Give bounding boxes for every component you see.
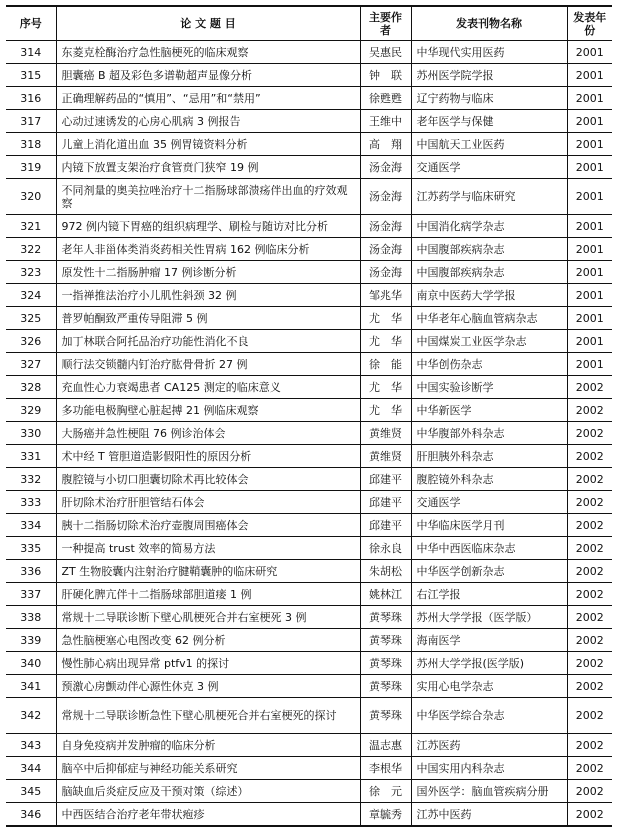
table-row xyxy=(6,353,612,376)
row-number: 322 xyxy=(6,238,56,261)
row-number: 326 xyxy=(6,330,56,353)
paper-author: 温志惠 xyxy=(360,734,411,757)
paper-year: 2002 xyxy=(567,734,612,757)
paper-journal: 中华现代实用医药 xyxy=(411,41,567,64)
row-number: 346 xyxy=(6,803,56,827)
paper-author: 黄琴珠 xyxy=(360,698,411,734)
paper-year: 2001 xyxy=(567,87,612,110)
row-number: 331 xyxy=(6,445,56,468)
table-body xyxy=(6,41,612,827)
publications-table xyxy=(6,5,612,827)
header-author: 主要作者 xyxy=(360,6,411,41)
paper-year: 2002 xyxy=(567,698,612,734)
table-row xyxy=(6,606,612,629)
paper-author: 邱建平 xyxy=(360,514,411,537)
paper-year: 2002 xyxy=(567,803,612,827)
paper-author: 汤金海 xyxy=(360,179,411,215)
paper-year: 2001 xyxy=(567,307,612,330)
paper-year: 2002 xyxy=(567,780,612,803)
table-row xyxy=(6,537,612,560)
row-number: 336 xyxy=(6,560,56,583)
paper-author: 邱建平 xyxy=(360,491,411,514)
paper-year: 2001 xyxy=(567,110,612,133)
row-number: 314 xyxy=(6,41,56,64)
paper-author: 姚林江 xyxy=(360,583,411,606)
paper-title: 内镜下放置支架治疗食管贲门狭窄 19 例 xyxy=(56,156,360,179)
table-row xyxy=(6,757,612,780)
row-number: 337 xyxy=(6,583,56,606)
paper-journal: 江苏医药 xyxy=(411,734,567,757)
paper-title: 常规十二导联诊断急性下壁心肌梗死合并右室梗死的探讨 xyxy=(56,698,360,734)
paper-year: 2002 xyxy=(567,399,612,422)
table-row xyxy=(6,41,612,64)
row-number: 319 xyxy=(6,156,56,179)
table-row xyxy=(6,422,612,445)
paper-journal: 苏州大学学报(医学版) xyxy=(411,652,567,675)
paper-journal: 中国腹部疾病杂志 xyxy=(411,261,567,284)
paper-journal: 老年医学与保健 xyxy=(411,110,567,133)
row-number: 327 xyxy=(6,353,56,376)
header-title: 论 文 题 目 xyxy=(56,6,360,41)
paper-journal: 中华医学创新杂志 xyxy=(411,560,567,583)
table-header-row xyxy=(6,6,612,41)
table-row xyxy=(6,261,612,284)
table-row xyxy=(6,133,612,156)
table-row xyxy=(6,399,612,422)
paper-author: 章毓秀 xyxy=(360,803,411,827)
row-number: 340 xyxy=(6,652,56,675)
paper-year: 2002 xyxy=(567,491,612,514)
paper-author: 黄琴珠 xyxy=(360,652,411,675)
paper-year: 2002 xyxy=(567,422,612,445)
paper-year: 2002 xyxy=(567,675,612,698)
paper-year: 2001 xyxy=(567,215,612,238)
paper-year: 2002 xyxy=(567,757,612,780)
paper-year: 2001 xyxy=(567,41,612,64)
paper-journal: 海南医学 xyxy=(411,629,567,652)
table-row xyxy=(6,215,612,238)
paper-author: 汤金海 xyxy=(360,261,411,284)
paper-title: 多功能电极胸壁心脏起搏 21 例临床观察 xyxy=(56,399,360,422)
paper-journal: 中华临床医学月刊 xyxy=(411,514,567,537)
paper-title: 普罗帕酮致严重传导阻滞 5 例 xyxy=(56,307,360,330)
paper-title: 一种提高 trust 效率的简易方法 xyxy=(56,537,360,560)
table-row xyxy=(6,583,612,606)
table-row xyxy=(6,675,612,698)
row-number: 333 xyxy=(6,491,56,514)
paper-author: 汤金海 xyxy=(360,215,411,238)
paper-title: ZT 生物胶囊内注射治疗腱鞘囊肿的临床研究 xyxy=(56,560,360,583)
table-row xyxy=(6,803,612,827)
paper-journal: 江苏药学与临床研究 xyxy=(411,179,567,215)
paper-author: 吴惠民 xyxy=(360,41,411,64)
paper-author: 邹兆华 xyxy=(360,284,411,307)
paper-year: 2001 xyxy=(567,330,612,353)
paper-author: 徐甦甦 xyxy=(360,87,411,110)
table-row xyxy=(6,330,612,353)
paper-title: 术中经 T 管胆道造影假阳性的原因分析 xyxy=(56,445,360,468)
paper-year: 2002 xyxy=(567,376,612,399)
row-number: 329 xyxy=(6,399,56,422)
paper-title: 不同剂量的奥美拉唑治疗十二指肠球部溃疡伴出血的疗效观察 xyxy=(56,179,360,215)
row-number: 339 xyxy=(6,629,56,652)
header-journal: 发表刊物名称 xyxy=(411,6,567,41)
paper-title: 心动过速诱发的心房心肌病 3 例报告 xyxy=(56,110,360,133)
paper-author: 邱建平 xyxy=(360,468,411,491)
paper-title: 肝切除术治疗肝胆管结石体会 xyxy=(56,491,360,514)
paper-title: 972 例内镜下胃癌的组织病理学、刷检与随访对比分析 xyxy=(56,215,360,238)
paper-year: 2001 xyxy=(567,261,612,284)
paper-journal: 中国实验诊断学 xyxy=(411,376,567,399)
row-number: 344 xyxy=(6,757,56,780)
row-number: 324 xyxy=(6,284,56,307)
table-row xyxy=(6,87,612,110)
paper-journal: 腹腔镜外科杂志 xyxy=(411,468,567,491)
row-number: 328 xyxy=(6,376,56,399)
table-row xyxy=(6,698,612,734)
row-number: 342 xyxy=(6,698,56,734)
paper-journal: 中国航天工业医药 xyxy=(411,133,567,156)
table-row xyxy=(6,652,612,675)
paper-author: 尤 华 xyxy=(360,307,411,330)
paper-journal: 苏州大学学报（医学版） xyxy=(411,606,567,629)
paper-year: 2002 xyxy=(567,629,612,652)
row-number: 323 xyxy=(6,261,56,284)
paper-author: 黄琴珠 xyxy=(360,606,411,629)
paper-journal: 南京中医药大学学报 xyxy=(411,284,567,307)
paper-year: 2002 xyxy=(567,537,612,560)
paper-author: 朱胡松 xyxy=(360,560,411,583)
paper-journal: 肝胆胰外科杂志 xyxy=(411,445,567,468)
row-number: 338 xyxy=(6,606,56,629)
paper-title: 肝硬化脾亢伴十二指肠球部胆道瘘 1 例 xyxy=(56,583,360,606)
paper-year: 2001 xyxy=(567,179,612,215)
table-row xyxy=(6,284,612,307)
paper-journal: 辽宁药物与临床 xyxy=(411,87,567,110)
table-row xyxy=(6,110,612,133)
paper-journal: 中华创伤杂志 xyxy=(411,353,567,376)
paper-title: 正确理解药品的“慎用”、“忌用”和“禁用” xyxy=(56,87,360,110)
paper-author: 徐 元 xyxy=(360,780,411,803)
paper-journal: 中国消化病学杂志 xyxy=(411,215,567,238)
paper-year: 2001 xyxy=(567,284,612,307)
paper-title: 脑卒中后抑郁症与神经功能关系研究 xyxy=(56,757,360,780)
paper-year: 2001 xyxy=(567,156,612,179)
row-number: 325 xyxy=(6,307,56,330)
paper-title: 东菱克栓酶治疗急性脑梗死的临床观察 xyxy=(56,41,360,64)
paper-journal: 江苏中医药 xyxy=(411,803,567,827)
table-row xyxy=(6,468,612,491)
paper-author: 高 翔 xyxy=(360,133,411,156)
row-number: 316 xyxy=(6,87,56,110)
paper-journal: 中华新医学 xyxy=(411,399,567,422)
paper-title: 自身免疫病并发肿瘤的临床分析 xyxy=(56,734,360,757)
paper-title: 充血性心力衰竭患者 CA125 测定的临床意义 xyxy=(56,376,360,399)
paper-journal: 交通医学 xyxy=(411,156,567,179)
paper-year: 2001 xyxy=(567,133,612,156)
header-num: 序号 xyxy=(6,6,56,41)
paper-title: 脑缺血后炎症反应及干预对策（综述） xyxy=(56,780,360,803)
paper-journal: 国外医学：脑血管疾病分册 xyxy=(411,780,567,803)
row-number: 332 xyxy=(6,468,56,491)
row-number: 317 xyxy=(6,110,56,133)
paper-title: 常规十二导联诊断下壁心肌梗死合并右室梗死 3 例 xyxy=(56,606,360,629)
table-row xyxy=(6,156,612,179)
paper-title: 加丁林联合阿托品治疗功能性消化不良 xyxy=(56,330,360,353)
paper-author: 徐永良 xyxy=(360,537,411,560)
row-number: 315 xyxy=(6,64,56,87)
paper-journal: 中国腹部疾病杂志 xyxy=(411,238,567,261)
paper-title: 预激心房颤动伴心源性休克 3 例 xyxy=(56,675,360,698)
paper-title: 急性脑梗塞心电图改变 62 例分析 xyxy=(56,629,360,652)
paper-year: 2002 xyxy=(567,652,612,675)
paper-title: 胰十二指肠切除术治疗壶腹周围癌体会 xyxy=(56,514,360,537)
paper-journal: 中华老年心脑血管病杂志 xyxy=(411,307,567,330)
paper-author: 李根华 xyxy=(360,757,411,780)
row-number: 345 xyxy=(6,780,56,803)
paper-journal: 右江学报 xyxy=(411,583,567,606)
table-row xyxy=(6,734,612,757)
row-number: 335 xyxy=(6,537,56,560)
paper-title: 胆囊癌 B 超及彩色多谱勒超声显像分析 xyxy=(56,64,360,87)
paper-author: 尤 华 xyxy=(360,376,411,399)
paper-year: 2002 xyxy=(567,514,612,537)
paper-journal: 交通医学 xyxy=(411,491,567,514)
paper-year: 2001 xyxy=(567,238,612,261)
paper-journal: 中华腹部外科杂志 xyxy=(411,422,567,445)
paper-year: 2002 xyxy=(567,606,612,629)
table-row xyxy=(6,307,612,330)
paper-title: 一指禅推法治疗小儿肌性斜颈 32 例 xyxy=(56,284,360,307)
row-number: 330 xyxy=(6,422,56,445)
paper-title: 老年人非甾体类消炎药相关性胃病 162 例临床分析 xyxy=(56,238,360,261)
paper-author: 钟 联 xyxy=(360,64,411,87)
paper-year: 2002 xyxy=(567,560,612,583)
paper-title: 原发性十二指肠肿瘤 17 例诊断分析 xyxy=(56,261,360,284)
paper-year: 2001 xyxy=(567,353,612,376)
paper-author: 汤金海 xyxy=(360,156,411,179)
table-row xyxy=(6,238,612,261)
table-row xyxy=(6,445,612,468)
paper-journal: 苏州医学院学报 xyxy=(411,64,567,87)
table-row xyxy=(6,780,612,803)
paper-author: 尤 华 xyxy=(360,399,411,422)
header-year: 发表年份 xyxy=(567,6,612,41)
paper-author: 王维中 xyxy=(360,110,411,133)
row-number: 343 xyxy=(6,734,56,757)
row-number: 320 xyxy=(6,179,56,215)
paper-journal: 中华中西医临床杂志 xyxy=(411,537,567,560)
table-row xyxy=(6,491,612,514)
paper-title: 腹腔镜与小切口胆囊切除术再比较体会 xyxy=(56,468,360,491)
paper-title: 慢性肺心病出现异常 ptfv1 的探讨 xyxy=(56,652,360,675)
paper-author: 徐 能 xyxy=(360,353,411,376)
paper-author: 尤 华 xyxy=(360,330,411,353)
row-number: 321 xyxy=(6,215,56,238)
paper-author: 黄琴珠 xyxy=(360,629,411,652)
paper-author: 汤金海 xyxy=(360,238,411,261)
table-row xyxy=(6,64,612,87)
paper-author: 黄琴珠 xyxy=(360,675,411,698)
paper-author: 黄维贤 xyxy=(360,445,411,468)
table-row xyxy=(6,629,612,652)
paper-year: 2002 xyxy=(567,445,612,468)
paper-year: 2002 xyxy=(567,468,612,491)
paper-year: 2002 xyxy=(567,583,612,606)
paper-journal: 中华医学综合杂志 xyxy=(411,698,567,734)
paper-title: 大肠癌并急性梗阻 76 例诊治体会 xyxy=(56,422,360,445)
paper-year: 2001 xyxy=(567,64,612,87)
paper-title: 儿童上消化道出血 35 例胃镜资料分析 xyxy=(56,133,360,156)
paper-journal: 中国煤炭工业医学杂志 xyxy=(411,330,567,353)
row-number: 334 xyxy=(6,514,56,537)
table-row xyxy=(6,560,612,583)
paper-title: 中西医结合治疗老年带状疱疹 xyxy=(56,803,360,827)
table-row xyxy=(6,179,612,215)
row-number: 341 xyxy=(6,675,56,698)
table-row xyxy=(6,376,612,399)
paper-author: 黄维贤 xyxy=(360,422,411,445)
paper-title: 顺行法交锁髓内钉治疗肱骨骨折 27 例 xyxy=(56,353,360,376)
row-number: 318 xyxy=(6,133,56,156)
paper-journal: 实用心电学杂志 xyxy=(411,675,567,698)
table-row xyxy=(6,514,612,537)
paper-journal: 中国实用内科杂志 xyxy=(411,757,567,780)
